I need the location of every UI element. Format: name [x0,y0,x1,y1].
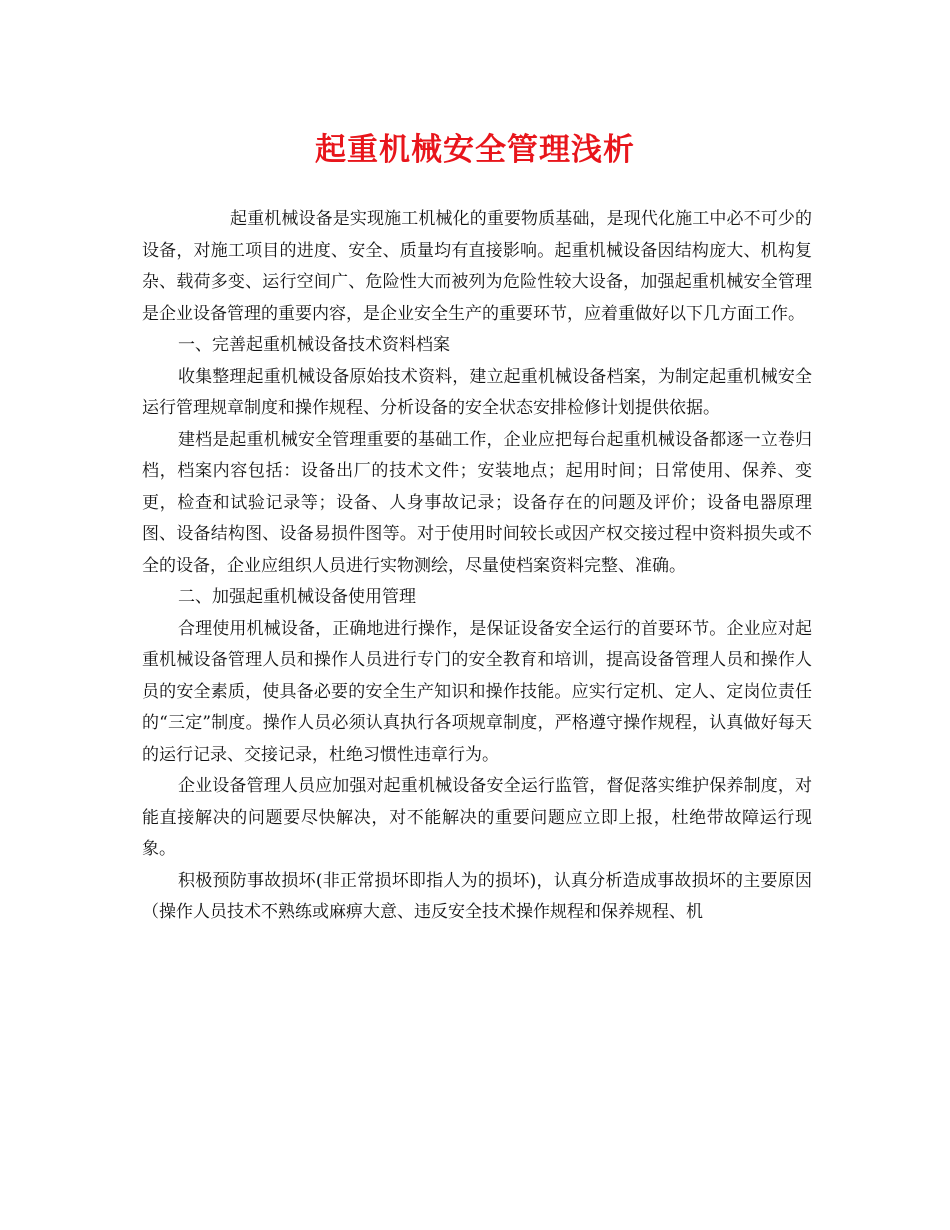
paragraph: 收集整理起重机械设备原始技术资料，建立起重机械设备档案，为制定起重机械安全运行管理规章制度和操作规程、分析设备的安全状态安排检修计划提供依据。 [142,366,812,418]
paragraph: 建档是起重机械安全管理重要的基础工作，企业应把每台起重机械设备都逐一立卷归档，档案内容包括：设备出厂的技术文件；安装地点；起用时间；日常使用、保养、变更，检查和试验记录等；设备、人身事故记录；设备存在的问题及评价；设备电器原理图、设备结构图、设备易损件图等。对于使用时间较长或因产权交接过程中资料损失或不全的设备，企业应组织人员进行实物测绘，尽量使档案资料完整、准确。 [142,429,812,576]
document-title: 起重机械安全管理浅析 [315,132,635,168]
paragraph: 合理使用机械设备，正确地进行操作，是保证设备安全运行的首要环节。企业应对起重机械设备管理人员和操作人员进行专门的安全教育和培训，提高设备管理人员和操作人员的安全素质，使具备必要的安全生产知识和操作技能。应实行定机、定人、定岗位责任的“三定”制度。操作人员必须认真执行各项规章制度，严格遵守操作规程，认真做好每天的运行记录、交接记录，杜绝习惯性违章行为。 [142,618,812,765]
document-body [142,204,812,929]
section-heading-1: 一、完善起重机械设备技术资料档案 [178,335,450,355]
paragraph: 积极预防事故损坏(非正常损坏即指人为的损坏)，认真分析造成事故损坏的主要原因（操作人员技术不熟练或麻痹大意、违反安全技术操作规程和保养规程、机 [142,870,812,922]
section-heading-2: 二、加强起重机械设备使用管理 [178,587,416,607]
paragraph-intro: 起重机械设备是实现施工机械化的重要物质基础，是现代化施工中必不可少的设备，对施工项目的进度、安全、质量均有直接影响。起重机械设备因结构庞大、机构复杂、载荷多变、运行空间广、危险性大而被列为危险性较大设备，加强起重机械安全管理是企业设备管理的重要内容，是企业安全生产的重要环节，应着重做好以下几方面工作。 [142,209,812,324]
paragraph: 企业设备管理人员应加强对起重机械设备安全运行监管，督促落实维护保养制度，对能直接解决的问题要尽快解决，对不能解决的重要问题应立即上报，杜绝带故障运行现象。 [142,776,812,859]
